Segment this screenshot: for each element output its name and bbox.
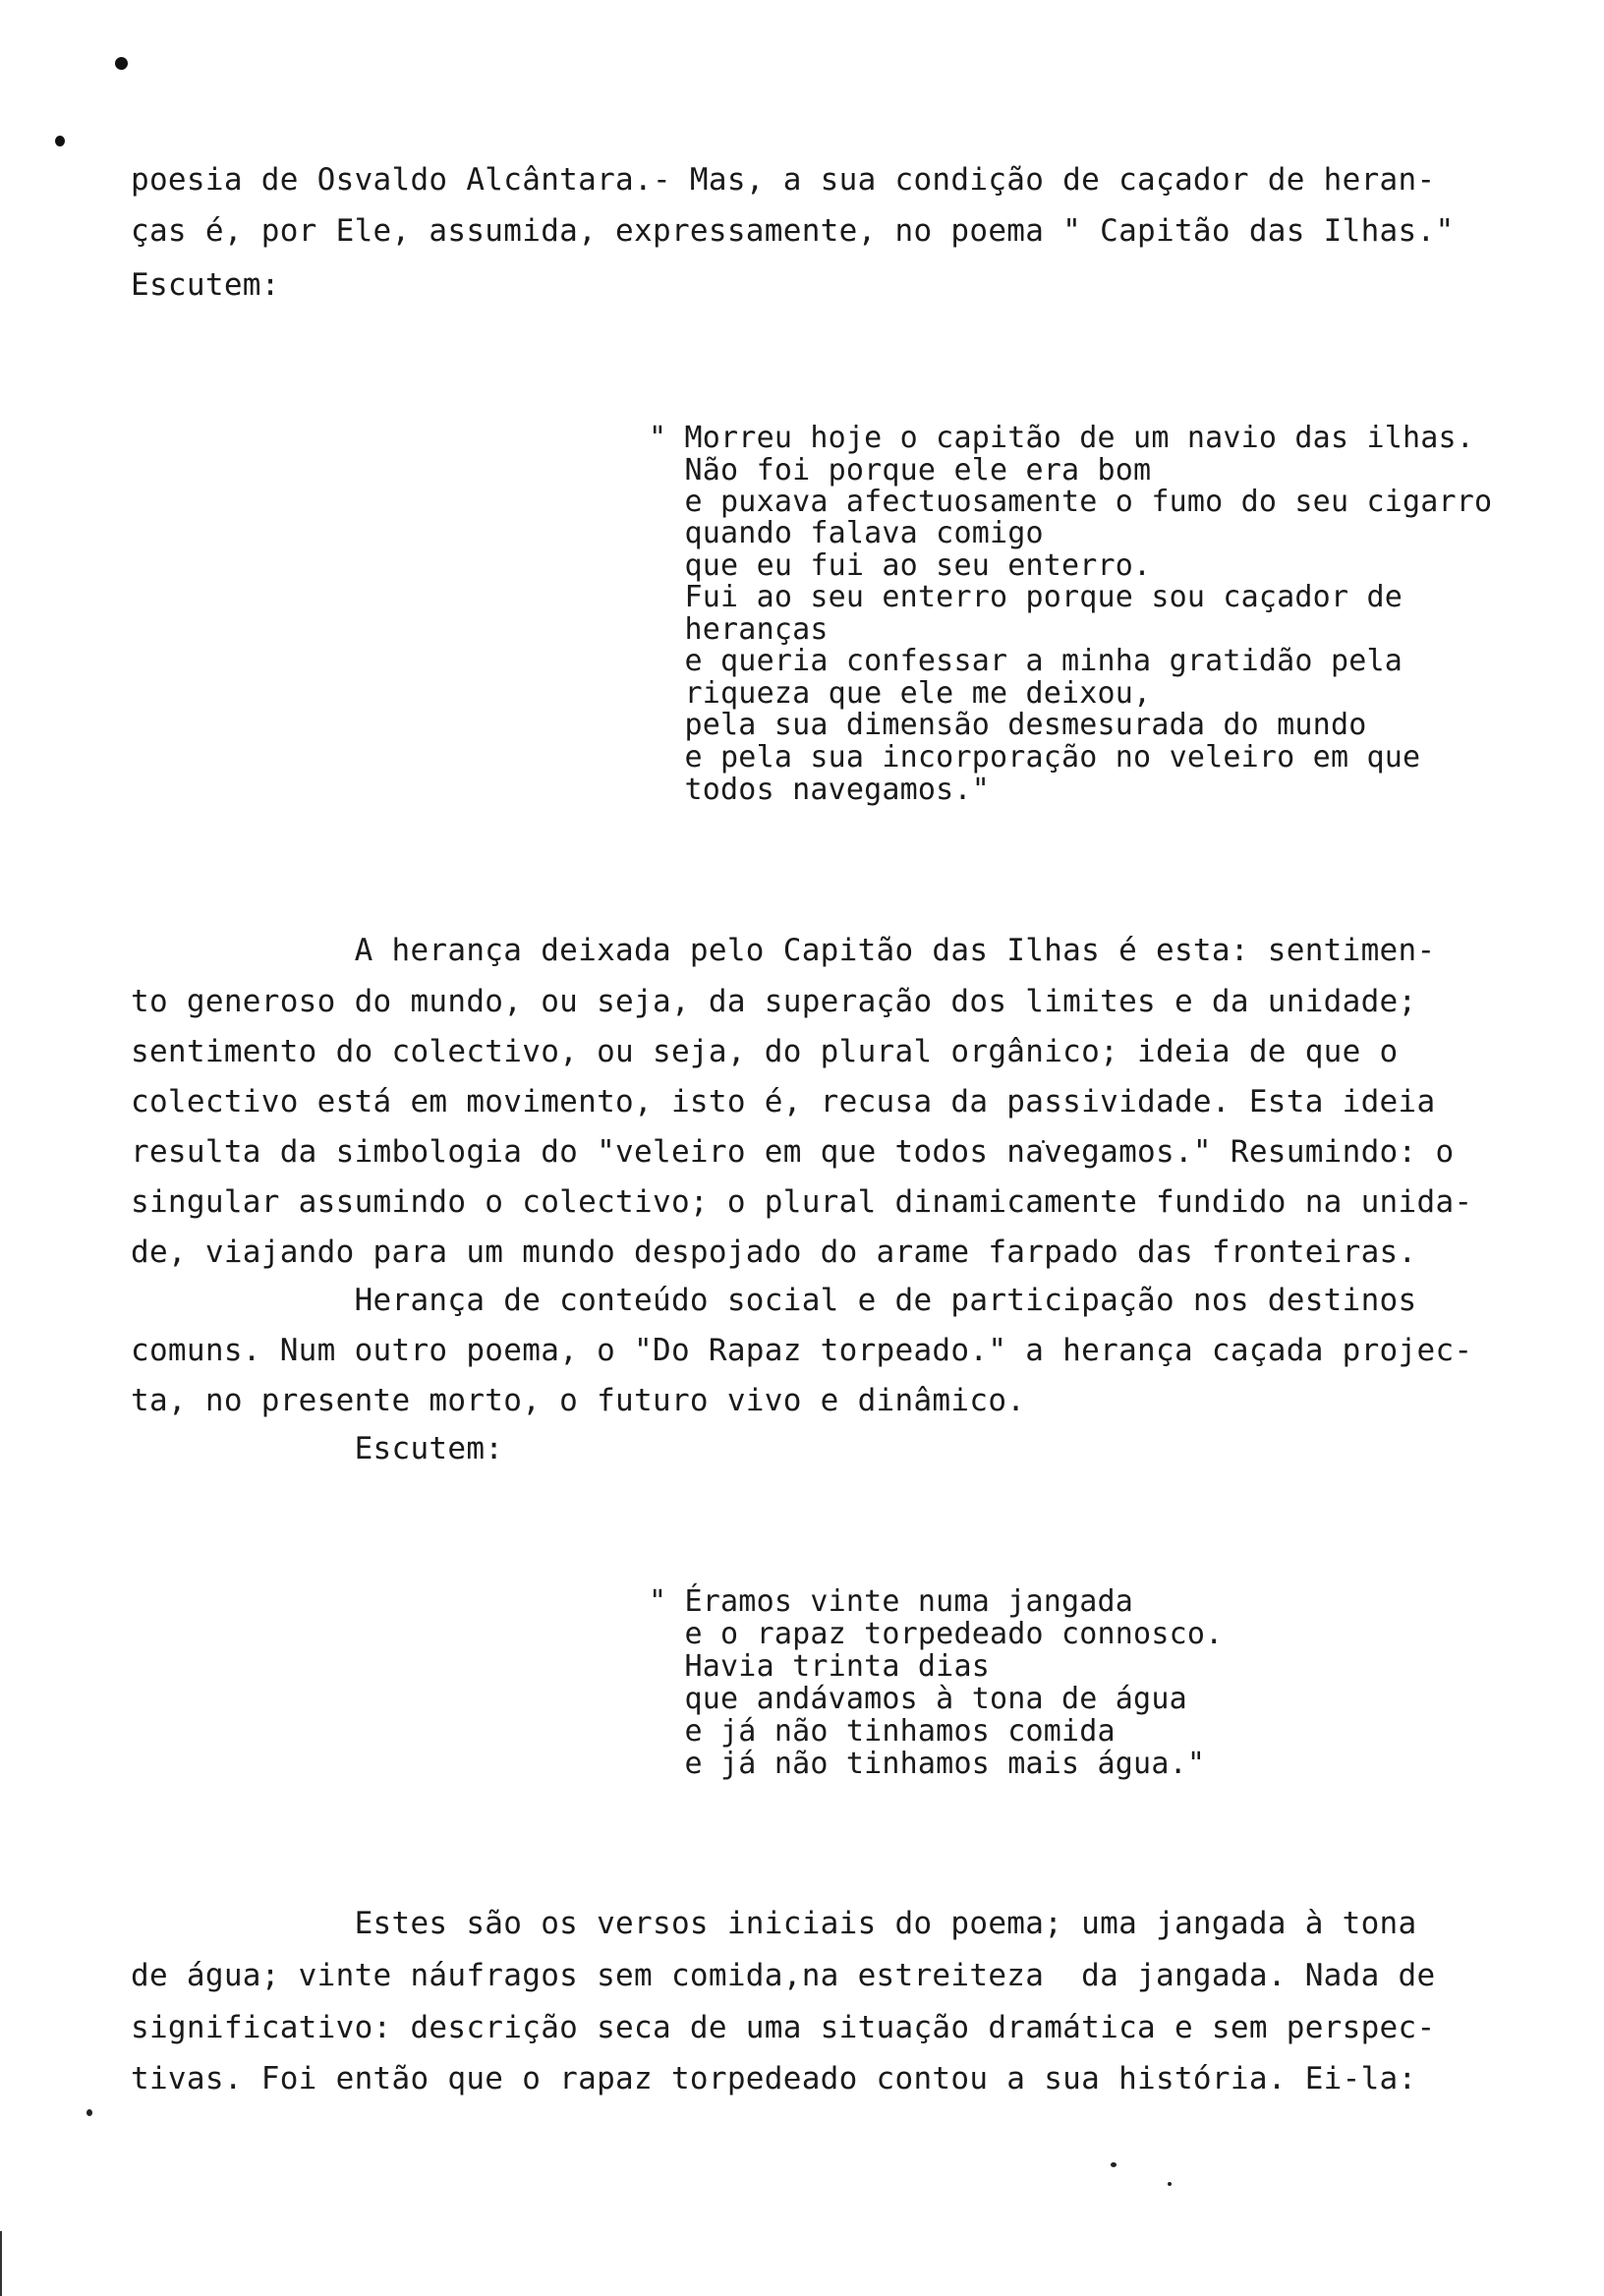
poem-line: e o rapaz torpedeado connosco. <box>649 1617 1224 1651</box>
poem-line: e já não tinhamos mais água." <box>649 1747 1206 1781</box>
text-line: Escutem: <box>131 1431 504 1466</box>
poem-line: " Morreu hoje o capitão de um navio das ilhas. <box>649 421 1475 455</box>
text-line: significativo: descrição seca de uma situação dramática e sem perspec- <box>131 2010 1436 2045</box>
text-line: Herança de conteúdo social e de participação nos destinos <box>131 1283 1417 1318</box>
scan-speck <box>86 2109 92 2116</box>
poem-line: que eu fui ao seu enterro. <box>649 548 1152 583</box>
text-line: comuns. Num outro poema, o "Do Rapaz torpeado." a herança caçada projec- <box>131 1333 1473 1368</box>
scan-speck <box>1111 2162 1117 2167</box>
poem-line: heranças <box>649 612 829 647</box>
text-line: ças é, por Ele, assumida, expressamente, no poema " Capitão das Ilhas." <box>131 213 1455 249</box>
text-line: Escutem: <box>131 267 280 303</box>
punch-hole-mark <box>55 136 65 146</box>
poem-line: Fui ao seu enterro porque sou caçador de <box>649 580 1403 614</box>
text-line: Estes são os versos iniciais do poema; uma jangada à tona <box>131 1906 1417 1941</box>
poem-line: e já não tinhamos comida <box>649 1714 1116 1749</box>
poem-line: " Éramos vinte numa jangada <box>649 1584 1134 1619</box>
poem-line: riqueza que ele me deixou, <box>649 676 1152 711</box>
text-line: de água; vinte náufragos sem comida,na estreiteza da jangada. Nada de <box>131 1958 1436 1993</box>
text-line: tivas. Foi então que o rapaz torpedeado contou a sua história. Ei-la: <box>131 2061 1417 2096</box>
text-line: sentimento do colectivo, ou seja, do plural orgânico; ideia de que o <box>131 1034 1399 1069</box>
poem-line: Havia trinta dias <box>649 1649 990 1684</box>
scan-speck <box>1168 2182 1172 2186</box>
text-line: to generoso do mundo, ou seja, da superação dos limites e da unidade; <box>131 984 1417 1019</box>
poem-line: pela sua dimensão desmesurada do mundo <box>649 708 1367 742</box>
text-line: colectivo está em movimento, isto é, recusa da passividade. Esta ideia <box>131 1084 1436 1119</box>
text-line: resulta da simbologia do "veleiro em que todos navegamos." Resumindo: o <box>131 1134 1455 1170</box>
text-line: ta, no presente morto, o futuro vivo e dinâmico. <box>131 1383 1026 1418</box>
text-line: singular assumindo o colectivo; o plural dinamicamente fundido na unida- <box>131 1184 1473 1220</box>
poem-line: e puxava afectuosamente o fumo do seu cigarro <box>649 485 1493 519</box>
punch-hole-mark <box>115 57 128 70</box>
poem-line: todos navegamos." <box>649 773 990 807</box>
poem-line: e queria confessar a minha gratidão pela <box>649 644 1403 678</box>
text-line: A herança deixada pelo Capitão das Ilhas é esta: sentimen- <box>131 933 1436 968</box>
text-line: de, viajando para um mundo despojado do arame farpado das fronteiras. <box>131 1234 1417 1270</box>
poem-line: Não foi porque ele era bom <box>649 453 1152 488</box>
scan-edge-mark <box>0 2231 2 2296</box>
poem-line: quando falava comigo <box>649 516 1044 550</box>
text-line: poesia de Osvaldo Alcântara.- Mas, a sua condição de caçador de heran- <box>131 162 1436 198</box>
poem-line: e pela sua incorporação no veleiro em que <box>649 740 1421 775</box>
poem-line: que andávamos à tona de água <box>649 1682 1187 1716</box>
